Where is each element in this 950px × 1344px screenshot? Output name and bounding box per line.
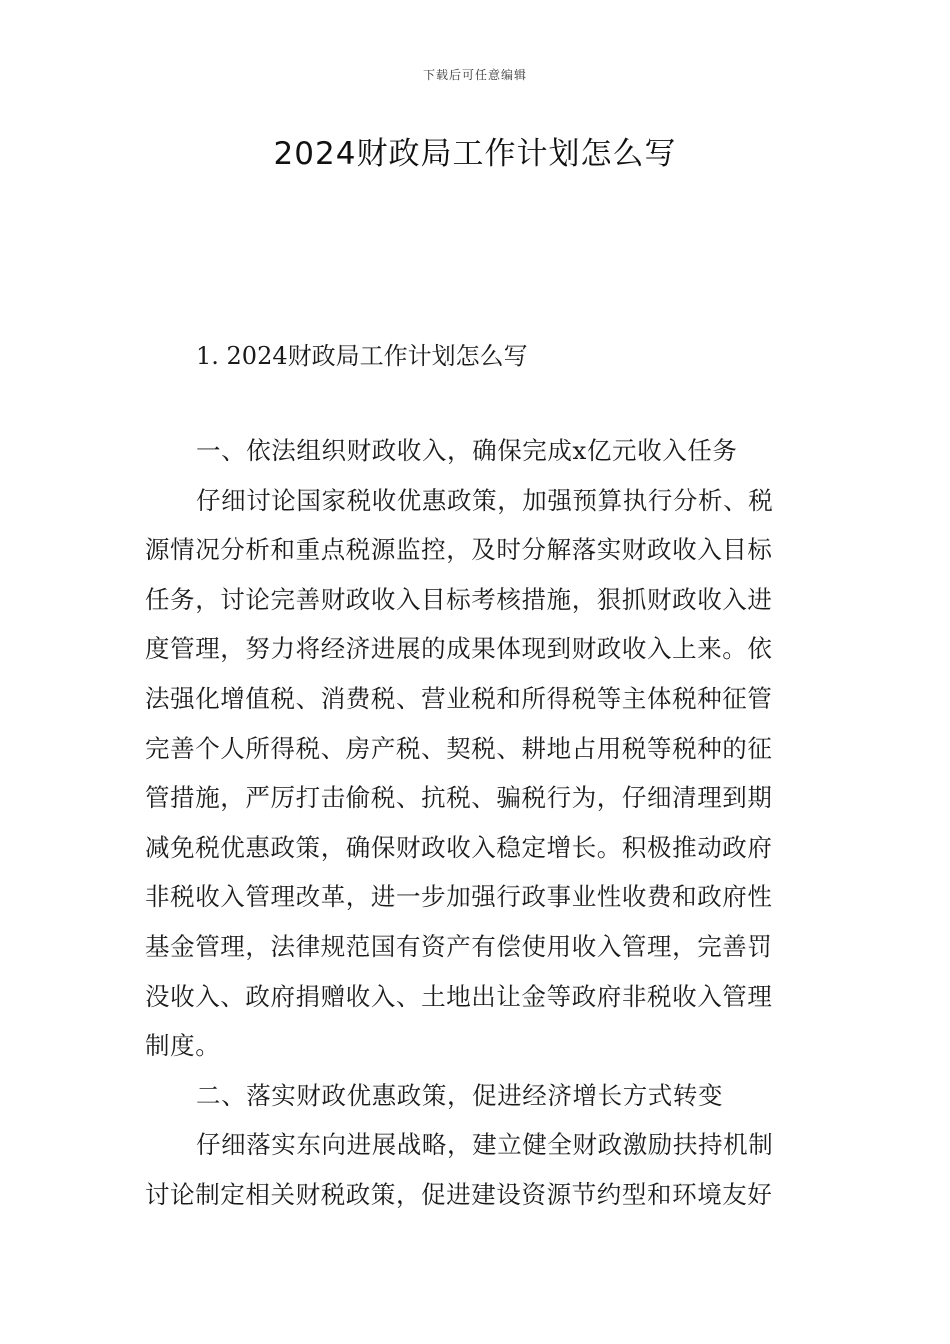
paragraph-line: 减免税优惠政策，确保财政收入稳定增长。积极推动政府 bbox=[145, 832, 773, 862]
paragraph-line: 没收入、政府捐赠收入、土地出让金等政府非税收入管理 bbox=[145, 981, 773, 1011]
document-title: 2024财政局工作计划怎么写 bbox=[273, 136, 677, 172]
paragraph-line: 基金管理，法律规范国有资产有偿使用收入管理，完善罚 bbox=[145, 931, 773, 961]
paragraph-line: 任务，讨论完善财政收入目标考核措施，狠抓财政收入进 bbox=[145, 584, 773, 614]
paragraph-line: 讨论制定相关财税政策，促进建设资源节约型和环境友好 bbox=[145, 1179, 773, 1209]
paragraph-line: 法强化增值税、消费税、营业税和所得税等主体税种征管 bbox=[145, 683, 773, 713]
paragraph-line: 完善个人所得税、房产税、契税、耕地占用税等税种的征 bbox=[145, 733, 773, 763]
paragraph-line: 度管理，努力将经济进展的成果体现到财政收入上来。依 bbox=[145, 634, 773, 664]
paragraph-line: 非税收入管理改革，进一步加强行政事业性收费和政府性 bbox=[145, 882, 773, 912]
paragraph-line: 仔细讨论国家税收优惠政策，加强预算执行分析、税 bbox=[196, 485, 774, 515]
section-heading-2: 二、落实财政优惠政策，促进经济增长方式转变 bbox=[196, 1080, 724, 1110]
section-subtitle: 1. 2024财政局工作计划怎么写 bbox=[196, 342, 528, 370]
header-note: 下载后可任意编辑 bbox=[422, 68, 527, 82]
paragraph-line: 管措施，严厉打击偷税、抗税、骗税行为，仔细清理到期 bbox=[145, 783, 773, 813]
paragraph-line: 源情况分析和重点税源监控，及时分解落实财政收入目标 bbox=[145, 535, 773, 565]
section-heading-1: 一、依法组织财政收入，确保完成x亿元收入任务 bbox=[196, 436, 738, 465]
paragraph-line: 制度。 bbox=[145, 1031, 221, 1061]
paragraph-line: 仔细落实东向进展战略，建立健全财政激励扶持机制 bbox=[196, 1130, 774, 1160]
document-body bbox=[145, 426, 810, 1220]
